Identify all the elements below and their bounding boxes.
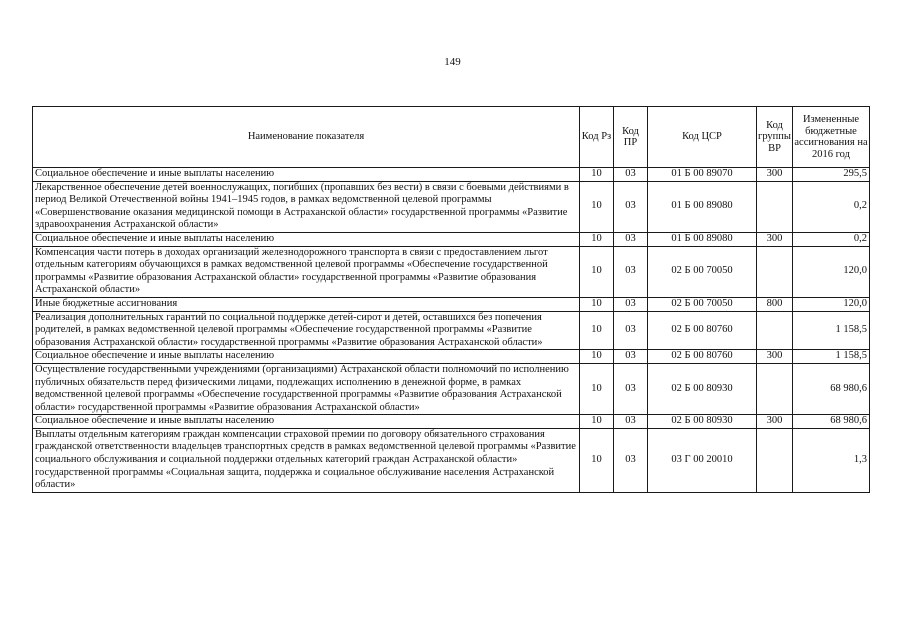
- row-name: Социальное обеспечение и иные выплаты населению: [33, 350, 580, 364]
- row-rz: 10: [580, 246, 614, 297]
- row-csr: 01 Б 00 89080: [648, 232, 757, 246]
- row-amount: 68 980,6: [793, 415, 870, 429]
- row-amount: 0,2: [793, 181, 870, 232]
- row-name: Компенсация части потерь в доходах организаций железнодорожного транспорта в связи с предоставлением льгот отдельным категориям обучающихся в рамках ведомственной целевой программы «Обеспечение государственной программы «Развитие образования Астраханской области» государственной программы «Развитие образования Астраханской области»: [33, 246, 580, 297]
- row-csr: 02 Б 00 80760: [648, 311, 757, 350]
- row-name: Иные бюджетные ассигнования: [33, 297, 580, 311]
- row-rz: 10: [580, 311, 614, 350]
- table-row: [33, 168, 870, 182]
- row-amount: 120,0: [793, 246, 870, 297]
- row-pr: 03: [614, 168, 648, 182]
- page-number: 149: [444, 56, 461, 68]
- row-vr: [757, 181, 793, 232]
- row-rz: 10: [580, 181, 614, 232]
- row-amount: 1 158,5: [793, 350, 870, 364]
- row-amount: 120,0: [793, 297, 870, 311]
- row-name: Выплаты отдельным категориям граждан компенсации страховой премии по договору обязательного страхования гражданской ответственности владельцев транспортных средств в рамках ведомственной целевой программы «Развитие социального обслуживания и социальной поддержки отдельных категорий граждан Астраханской области» государственной программы «Социальная защита, поддержка и социальное обслуживание населения Астраханской области»: [33, 428, 580, 492]
- row-pr: 03: [614, 232, 648, 246]
- row-name: Осуществление государственными учреждениями (организациями) Астраханской области полномочий по исполнению публичных обязательств перед физическими лицами, подлежащих исполнению в денежной форме, в рамках ведомственной целевой программы «Обеспечение государственной программы «Развитие образования Астраханской области» государственной программы «Развитие образования Астраханской области»: [33, 363, 580, 414]
- row-name: Лекарственное обеспечение детей военнослужащих, погибших (пропавших без вести) в связи с боевыми действиями в период Великой Отечественной войны 1941–1945 годов, в рамках ведомственной целевой программы «Совершенствование оказания медицинской помощи в Астраханской области» государственной программы «Развитие здравоохранения Астраханской области»: [33, 181, 580, 232]
- row-vr: [757, 363, 793, 414]
- row-name: Социальное обеспечение и иные выплаты населению: [33, 415, 580, 429]
- row-csr: 02 Б 00 70050: [648, 246, 757, 297]
- row-csr: 01 Б 00 89070: [648, 168, 757, 182]
- row-rz: 10: [580, 297, 614, 311]
- row-rz: 10: [580, 232, 614, 246]
- header-vr: Код группы ВР: [757, 107, 793, 168]
- table-row: [33, 232, 870, 246]
- row-rz: 10: [580, 428, 614, 492]
- header-csr: Код ЦСР: [648, 107, 757, 168]
- table-row: [33, 428, 870, 492]
- row-pr: 03: [614, 311, 648, 350]
- row-csr: 02 Б 00 80930: [648, 415, 757, 429]
- row-name: Социальное обеспечение и иные выплаты населению: [33, 168, 580, 182]
- row-vr: [757, 246, 793, 297]
- row-pr: 03: [614, 350, 648, 364]
- table-row: [33, 415, 870, 429]
- row-amount: 68 980,6: [793, 363, 870, 414]
- row-csr: 02 Б 00 70050: [648, 297, 757, 311]
- row-amount: 295,5: [793, 168, 870, 182]
- row-vr: 300: [757, 232, 793, 246]
- row-pr: 03: [614, 246, 648, 297]
- row-pr: 03: [614, 181, 648, 232]
- row-pr: 03: [614, 363, 648, 414]
- row-name: Реализация дополнительных гарантий по социальной поддержке детей-сирот и детей, оставшихся без попечения родителей, в рамках ведомственной целевой программы «Обеспечение государственной программы «Развитие образования Астраханской области» государственной программы «Развитие образования Астраханской области»: [33, 311, 580, 350]
- row-csr: 02 Б 00 80930: [648, 363, 757, 414]
- row-vr: 300: [757, 415, 793, 429]
- table-row: [33, 246, 870, 297]
- row-rz: 10: [580, 363, 614, 414]
- table-row: [33, 297, 870, 311]
- row-pr: 03: [614, 297, 648, 311]
- row-amount: 1,3: [793, 428, 870, 492]
- row-vr: 300: [757, 168, 793, 182]
- header-pr: Код ПР: [614, 107, 648, 168]
- table-row: [33, 350, 870, 364]
- header-name: Наименование показателя: [33, 107, 580, 168]
- row-pr: 03: [614, 415, 648, 429]
- row-csr: 02 Б 00 80760: [648, 350, 757, 364]
- row-csr: 03 Г 00 20010: [648, 428, 757, 492]
- header-rz: Код Рз: [580, 107, 614, 168]
- row-amount: 1 158,5: [793, 311, 870, 350]
- row-amount: 0,2: [793, 232, 870, 246]
- row-csr: 01 Б 00 89080: [648, 181, 757, 232]
- row-vr: [757, 428, 793, 492]
- budget-table: [32, 106, 870, 493]
- row-vr: 300: [757, 350, 793, 364]
- table-row: [33, 181, 870, 232]
- row-name: Социальное обеспечение и иные выплаты населению: [33, 232, 580, 246]
- row-rz: 10: [580, 168, 614, 182]
- table-row: [33, 311, 870, 350]
- table-header-row: [33, 107, 870, 168]
- row-vr: [757, 311, 793, 350]
- table-row: [33, 363, 870, 414]
- row-rz: 10: [580, 415, 614, 429]
- row-vr: 800: [757, 297, 793, 311]
- header-amount: Измененные бюджетные ассигнования на 2016 год: [793, 107, 870, 168]
- row-pr: 03: [614, 428, 648, 492]
- row-rz: 10: [580, 350, 614, 364]
